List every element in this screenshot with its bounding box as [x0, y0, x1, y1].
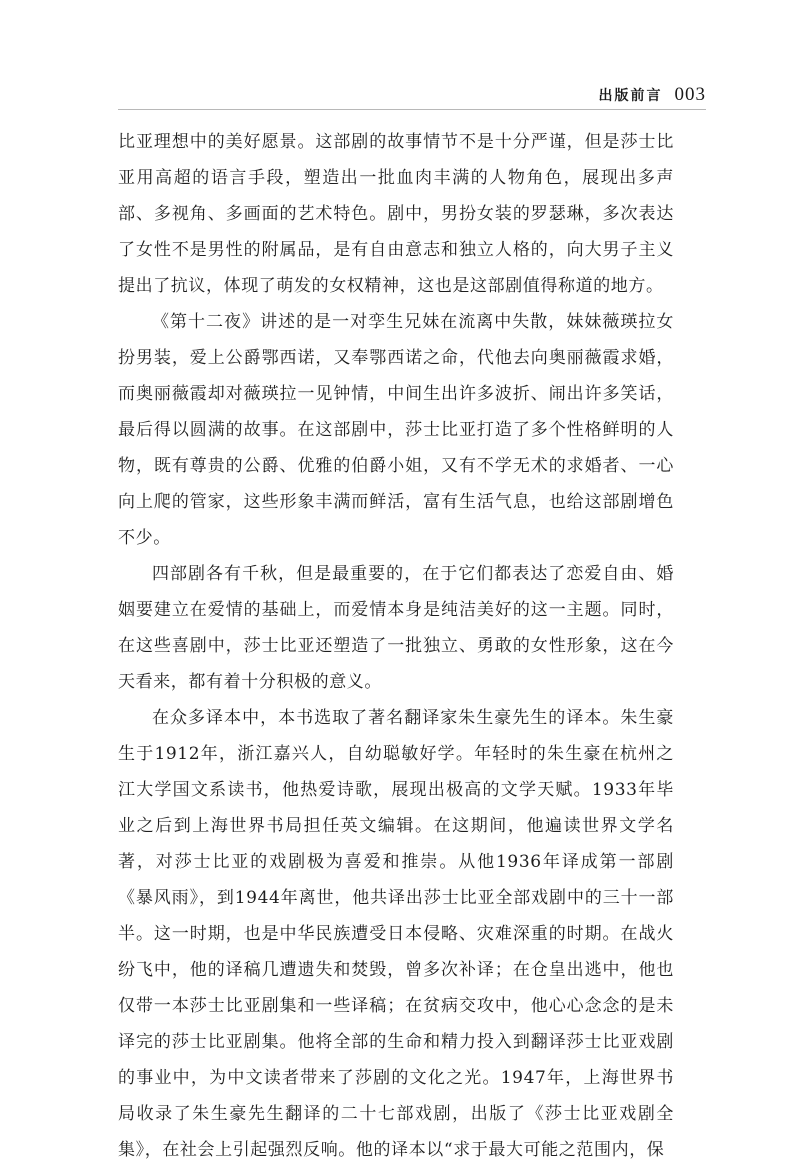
- running-header-title: 出版前言: [598, 88, 663, 104]
- page-header: [599, 84, 707, 106]
- paragraph-continued: 比亚理想中的美好愿景。这部剧的故事情节不是十分严谨，但是莎士比亚用高超的语言手段，塑造出一批血肉丰满的人物角色，展现出多声部、多视角、多画面的艺术特色。剧中，男扮女装的罗瑟琳，多次表达了女性不是男性的附属品，是有自由意志和独立人格的，向大男子主义提出了抗议，体现了萌发的女权精神，这也是这部剧值得称道的地方。: [118, 132, 674, 296]
- page-number: 003: [674, 84, 706, 105]
- paragraph-translator: 在众多译本中，本书选取了著名翻译家朱生豪先生的译本。朱生豪生于1912年，浙江嘉兴人，自幼聪敏好学。年轻时的朱生豪在杭州之江大学国文系读书，他热爱诗歌，展现出极高的文学天赋。1933年毕业之后到上海世界书局担任英文编辑。在这期间，他遍读世界文学名著，对莎士比亚的戏剧极为喜爱和推崇。从他1936年译成第一部剧《暴风雨》，到1944年离世，他共译出莎士比亚全部戏剧中的三十一部半。这一时期，也是中华民族遭受日本侵略、灾难深重的时期。在战火纷飞中，他的译稿几遭遗失和焚毁，曾多次补译；在仓皇出逃中，他也仅带一本莎士比亚剧集和一些译稿；在贫病交攻中，他心心念念的是未译完的莎士比亚剧集。他将全部的生命和精力投入到翻译莎士比亚戏剧的事业中，为中文读者带来了莎剧的文化之光。1947年，上海世界书局收录了朱生豪先生翻译的二十七部戏剧，出版了《莎士比亚戏剧全集》，在社会上引起强烈反响。他的译本以“求于最大可能之范围内，保: [118, 708, 674, 1160]
- paragraph-twelfth-night: 《第十二夜》讲述的是一对孪生兄妹在流离中失散，妹妹薇瑛拉女扮男装，爱上公爵鄂西诺，又奉鄂西诺之命，代他去向奥丽薇霞求婚，而奥丽薇霞却对薇瑛拉一见钟情，中间生出许多波折、闹出许多笑话，最后得以圆满的故事。在这部剧中，莎士比亚打造了多个性格鲜明的人物，既有尊贵的公爵、优雅的伯爵小姐，又有不学无术的求婚者、一心向上爬的管家，这些形象丰满而鲜活，富有生活气息，也给这部剧增色不少。: [118, 312, 674, 548]
- body-text: [118, 124, 674, 1168]
- paragraph-four-plays: 四部剧各有千秋，但是最重要的，在于它们都表达了恋爱自由、婚姻要建立在爱情的基础上，而爱情本身是纯洁美好的这一主题。同时，在这些喜剧中，莎士比亚还塑造了一批独立、勇敢的女性形象，这在今天看来，都有着十分积极的意义。: [118, 564, 674, 692]
- header-divider: [118, 109, 706, 110]
